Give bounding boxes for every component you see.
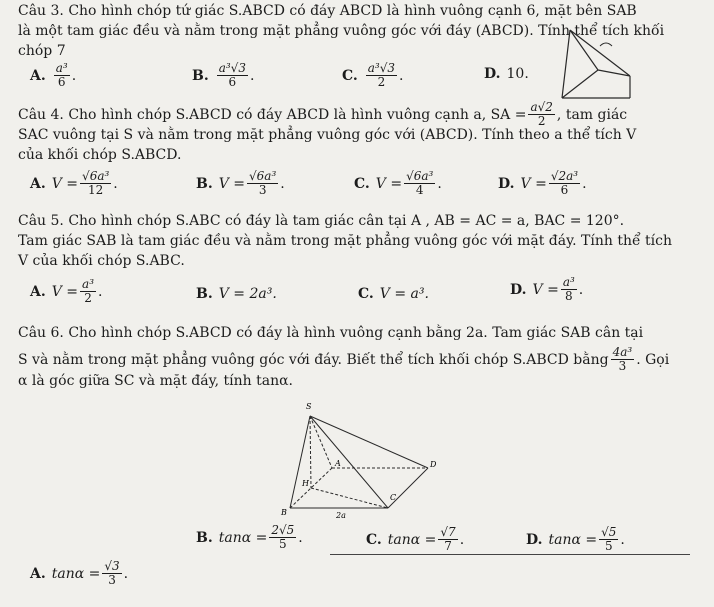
q4-d-fraction: $\frac{\text{√2a³}}{6}$ [550,169,579,197]
q3-line3: chóp 7 [18,43,66,59]
q5-line1: Câu 5. Cho hình chóp S.ABC có đáy là tam giác cân tại A , AB = AC = a, BAC = 120°. [18,213,625,229]
q4-line3: của khối chóp S.ABCD. [18,147,182,163]
q3-c-fraction: $\frac{\text{a³√3}}{2}$ [367,61,396,89]
label-c: C [390,493,397,502]
q4-option-d[interactable]: D. V = $\frac{\text{√2a³}}{6}$ . [498,169,587,197]
q4-option-c[interactable]: C. V = $\frac{\text{√6a³}}{4}$ . [354,169,442,197]
q3-a-fraction: $\frac{\text{a³}}{6}$ [55,61,68,89]
q4-a-fraction: $\frac{\text{√6a³}}{12}$ [82,169,110,197]
q4-b-fraction: $\frac{\text{√6a³}}{3}$ [249,169,277,197]
q5-option-b[interactable]: B. V = 2a³. [196,286,277,302]
q4-sa-fraction: $\frac{a√2}{2}$ [530,100,553,128]
q4-line1: Câu 4. Cho hình chóp S.ABCD có đáy ABCD là hình vuông cạnh a, SA = $\frac{a√2}{2}$ , tam giác [18,100,628,128]
handwritten-pyramid-sketch [560,24,714,104]
q4-option-b[interactable]: B. V = $\frac{\text{√6a³}}{3}$ . [196,169,285,197]
q3-option-c[interactable]: C. $\frac{\text{a³√3}}{2}$ . [342,61,404,89]
q6-d-fraction: $\frac{√5}{5}$ [601,525,617,553]
q6-c-fraction: $\frac{√7}{7}$ [440,525,456,553]
q6-b-fraction: $\frac{2√5}{5}$ [271,523,295,551]
q6-a-fraction: $\frac{√3}{3}$ [104,559,120,587]
q3-option-b[interactable]: B. $\frac{\text{a³√3}}{6}$ . [192,61,255,89]
q6-line2: S và nằm trong mặt phẳng vuông góc với đáy. Biết thể tích khối chóp S.ABCD bằng $\frac{\text{4a³}}{3}$ . Gọi [18,345,670,373]
q3-line2: là một tam giác đều và nằm trong mặt phẳng vuông góc với đáy (ABCD). Tính thể tích khối [18,23,665,39]
q6-option-c[interactable]: C. tanα = $\frac{√7}{7}$ . [366,525,465,553]
q3-option-a[interactable]: A. $\frac{\text{a³}}{6}$ . [30,61,77,89]
q5-option-c[interactable]: C. V = a³. [358,286,429,302]
label-2a: 2a [336,511,346,518]
q5-line2: Tam giác SAB là tam giác đều và nằm trong mặt phẳng vuông góc với mặt đáy. Tính thể tích [18,233,673,249]
q6-option-d[interactable]: D. tanα = $\frac{√5}{5}$ . [526,525,625,553]
q3-option-d[interactable]: D. 10. [484,66,529,82]
q5-line3: V của khối chóp S.ABC. [18,253,185,269]
q6-line1: Câu 6. Cho hình chóp S.ABCD có đáy là hình vuông cạnh bằng 2a. Tam giác SAB cân tại [18,325,644,341]
q6-option-a[interactable]: A. tanα = $\frac{√3}{3}$ . [30,559,129,587]
q3-line1: Câu 3. Cho hình chóp tứ giác S.ABCD có đáy ABCD là hình vuông cạnh 6, mặt bên SAB [18,3,637,19]
pyramid-figure [280,396,450,518]
label-a: A [335,459,341,468]
q4-line2: SAC vuông tại S và nằm trong mặt phẳng vuông góc với (ABCD). Tính theo a thể tích V [18,127,637,143]
q5-d-fraction: $\frac{\text{a³}}{8}$ [562,275,575,303]
q4-option-a[interactable]: A. V = $\frac{\text{√6a³}}{12}$ . [30,169,118,197]
label-d: D [430,460,437,469]
label-s: S [306,402,312,411]
q3-b-fraction: $\frac{\text{a³√3}}{6}$ [218,61,246,89]
q5-option-a[interactable]: A. V = $\frac{\text{a³}}{2}$ . [30,277,103,305]
q6-volume-fraction: $\frac{\text{4a³}}{3}$ [612,345,633,373]
label-h: H [302,479,309,488]
q4-c-fraction: $\frac{\text{√6a³}}{4}$ [406,169,434,197]
label-b: B [281,508,287,517]
q5-option-d[interactable]: D. V = $\frac{\text{a³}}{8}$ . [510,275,584,303]
q6-option-b[interactable]: B. tanα = $\frac{2√5}{5}$ . [196,523,303,551]
q5-a-fraction: $\frac{\text{a³}}{2}$ [82,277,95,305]
q6-line3: α là góc giữa SC và mặt đáy, tính tanα. [18,373,294,389]
separator-line [330,554,690,555]
